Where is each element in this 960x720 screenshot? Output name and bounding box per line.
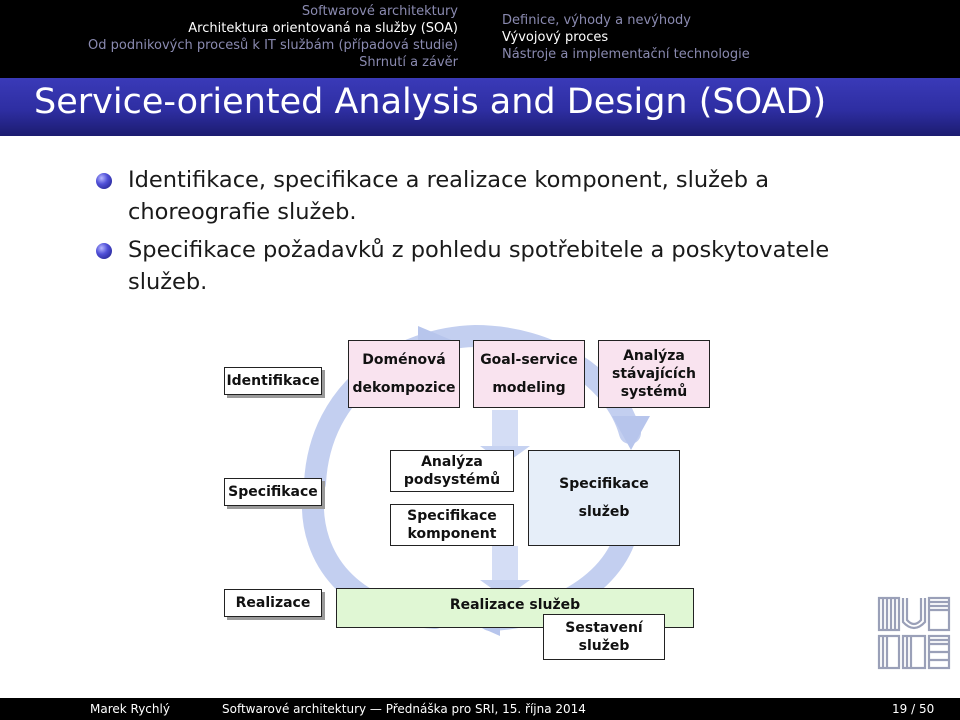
nav-subsection-nastroje[interactable]: Nástroje a implementační technologie <box>502 47 750 62</box>
box-text-line: Sestavení <box>565 620 643 636</box>
box-specifikace-komponent <box>390 504 514 546</box>
footer-bar <box>0 698 960 720</box>
box-sestaveni-sluzeb <box>543 614 665 660</box>
footer-author: Marek Rychlý <box>90 702 170 716</box>
box-analyza-stavajicich-systemu <box>598 340 710 408</box>
bullet-text-line: Identifikace, specifikace a realizace komponent, služeb a <box>128 167 769 193</box>
frame-title: Service-oriented Analysis and Design (SOAD) <box>34 82 827 122</box>
box-text-line: modeling <box>492 380 566 396</box>
box-text-line: Analýza <box>421 454 483 470</box>
box-goal-service-modeling <box>473 340 585 408</box>
box-text-line: Specifikace <box>559 476 649 492</box>
box-text: Realizace služeb <box>449 597 581 613</box>
flow-arrow-shaft <box>492 546 518 582</box>
box-text-line: komponent <box>407 526 497 542</box>
box-text <box>352 351 455 397</box>
nav-section-shrnuti[interactable]: Shrnutí a závěr <box>359 55 458 70</box>
footer-page-number: 19 / 50 <box>892 702 935 716</box>
box-text-line: Specifikace <box>407 508 497 524</box>
box-text-line: služeb <box>578 638 630 654</box>
box-text <box>480 351 578 397</box>
box-text-line: systémů <box>620 384 688 400</box>
navigation-bar <box>0 0 960 78</box>
nav-subsection-vyvojovy-proces[interactable]: Vývojový proces <box>502 30 609 45</box>
subsection-nav <box>480 0 960 78</box>
nav-section-softwarove-architektury[interactable]: Softwarové architektury <box>301 4 458 19</box>
bullet-item <box>128 164 888 228</box>
box-analyza-podsystemu <box>390 450 514 492</box>
section-nav <box>0 0 480 78</box>
nav-section-soa[interactable]: Architektura orientovaná na služby (SOA) <box>188 21 458 36</box>
soad-diagram <box>210 318 710 668</box>
nav-subsection-definice[interactable]: Definice, výhody a nevýhody <box>502 13 691 28</box>
bullet-text-line: choreografie služeb. <box>128 199 357 225</box>
phase-realizace: Realizace <box>224 589 322 617</box>
bullet-ball-icon <box>96 243 112 259</box>
box-specifikace-sluzeb <box>528 450 680 546</box>
phase-identifikace: Identifikace <box>224 367 322 395</box>
footer-talk-title: Softwarové architektury — Přednáška pro SRI, 15. října 2014 <box>222 702 586 716</box>
box-text-line: stávajících <box>611 366 696 382</box>
box-text <box>407 507 497 543</box>
flow-arrow-shaft <box>492 410 518 448</box>
box-text <box>559 475 649 521</box>
box-text <box>404 453 500 489</box>
cycle-arrowhead-right <box>612 416 650 450</box>
fit-logo <box>876 594 952 672</box>
bullet-ball-icon <box>96 173 112 189</box>
box-text-line: Doménová <box>362 352 446 368</box>
box-text-line: Analýza <box>623 348 685 364</box>
nav-section-case-study[interactable]: Od podnikových procesů k IT službám (případová studie) <box>88 38 458 53</box>
phase-specifikace: Specifikace <box>224 478 322 506</box>
bullet-text-line: Specifikace požadavků z pohledu spotřebitele a poskytovatele <box>128 237 830 263</box>
box-text-line: dekompozice <box>352 380 456 396</box>
bullet-text-line: služeb. <box>128 269 208 295</box>
box-text <box>612 347 696 401</box>
box-text-line: podsystémů <box>403 472 501 488</box>
box-text-line: služeb <box>578 504 630 520</box>
bullet-item <box>128 234 888 298</box>
box-text-line: Goal-service <box>480 352 578 368</box>
box-text <box>565 619 642 655</box>
box-domenova-dekompozice <box>348 340 460 408</box>
